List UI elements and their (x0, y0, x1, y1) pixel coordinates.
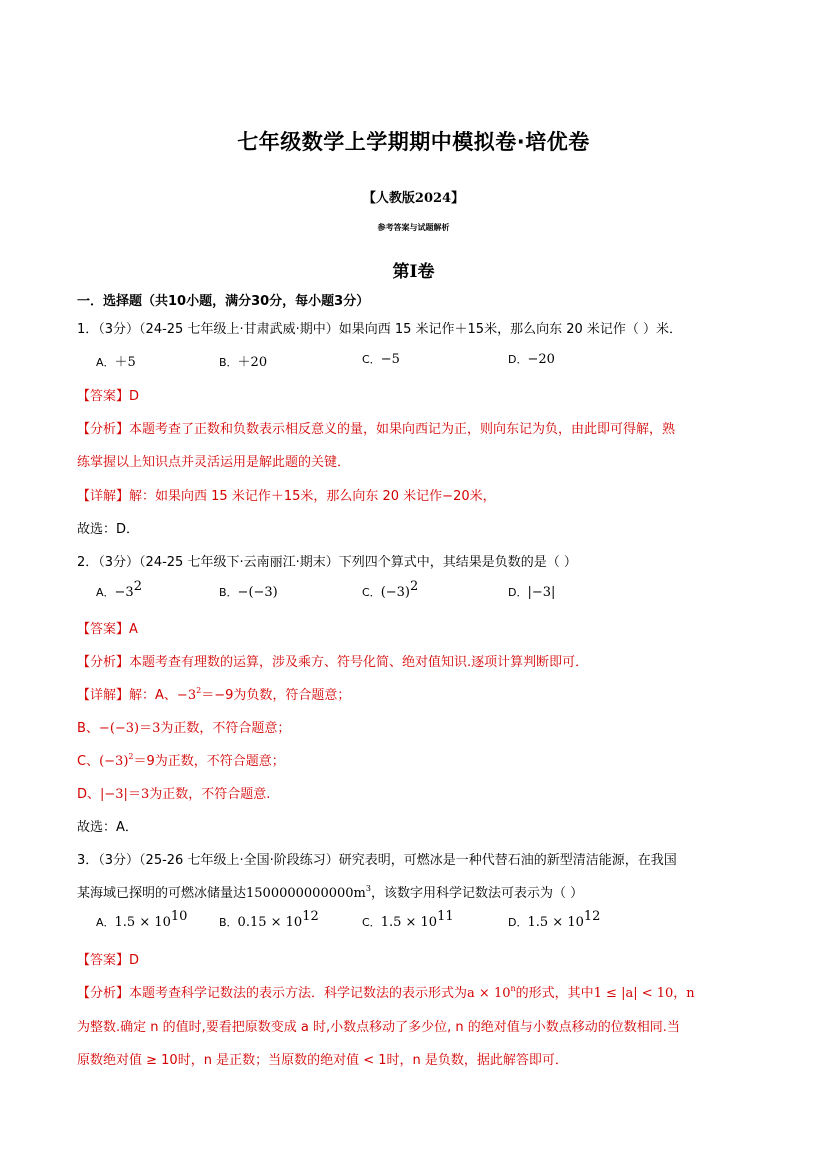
option-a: A．$-3^2$ (96, 579, 142, 600)
question-3-stem: 3．（3分）（25-26 七年级上·全国·阶段练习）研究表明，可燃冰是一种代替石油的新型清洁能源，在我国 (77, 853, 677, 868)
question-3-analysis: 【分析】本题考查科学记数法的表示方法．科学记数法的表示形式为$a \times 10^n$的形式，其中1 ≤ |a| < 10，n (77, 984, 695, 1001)
question-2-analysis: 【分析】本题考查有理数的运算，涉及乘方、符号化简、绝对值知识.逐项计算判断即可． (77, 655, 589, 670)
question-1-stem: 1．（3分）（24-25 七年级上·甘肃武威·期中）如果向西 15 米记作＋15米，那么向东 20 米记作（ ）米． (77, 322, 683, 337)
option-b: B．＋20 (219, 355, 268, 370)
question-2-stem: 2．（3分）（24-25 七年级下·云南丽江·期末）下列四个算式中，其结果是负数的是（ ） (77, 555, 577, 570)
page-title: 七年级数学上学期期中模拟卷·培优卷 (237, 130, 590, 154)
question-1-detail: 【详解】解：如果向西 15 米记作＋15米，那么向东 20 米记作−20米， (77, 489, 496, 504)
question-2-choice: 故选：A． (77, 820, 138, 835)
question-1-analysis-cont: 练掌握以上知识点并灵活运用是解此题的关键． (77, 455, 351, 470)
question-2-detail-c: C、$(-3)^2=9$为正数，不符合题意； (77, 752, 285, 769)
question-3-analysis-cont: 为整数.确定 n 的值时,要看把原数变成 a 时,小数点移动了多少位, n 的绝对值与小数点移动的位数相同.当 (77, 1020, 680, 1035)
question-1-options (0, 351, 827, 373)
edition-label: 【人教版2024】 (362, 191, 465, 206)
question-2-options (0, 579, 827, 606)
option-c: C．$(-3)^2$ (362, 579, 419, 600)
question-1-analysis: 【分析】本题考查了正数和负数表示相反意义的量，如果向西记为正，则向东记为负，由此即可得解，熟 (77, 422, 676, 437)
option-c: C．−5 (362, 352, 400, 367)
question-2-detail-d: D、|−3|＝3为正数，不符合题意. (77, 787, 271, 802)
question-3-stem-cont: 某海域已探明的可燃冰储量达$1500000000000m^3$，该数字用科学记数法可表示为（ ） (77, 884, 584, 901)
option-b: B．$0.15 \times 10^{12}$ (219, 909, 319, 930)
question-2-detail: 【详解】解：A、$-3^2=-9$为负数，符合题意； (77, 686, 351, 703)
question-3-analysis-cont-2: 原数绝对值 ≥ 10时，n 是正数；当原数的绝对值 < 1时，n 是负数，据此解答即可． (77, 1053, 568, 1068)
option-b: B．−(−3) (219, 585, 278, 600)
question-1-choice: 故选：D． (77, 522, 140, 537)
question-3-options (0, 909, 827, 936)
option-c: C．$1.5 \times 10^{11}$ (362, 909, 454, 930)
subtitle: 参考答案与试题解析 (377, 223, 450, 232)
option-d: D．−20 (508, 352, 555, 367)
option-a: A．$1.5 \times 10^{10}$ (96, 909, 188, 930)
volume-heading: 第I卷 (392, 262, 435, 282)
question-2-detail-b: B、−(−3)＝3为正数，不符合题意； (77, 721, 291, 736)
option-a: A．＋5 (96, 355, 136, 370)
option-d: D．|−3| (508, 585, 556, 600)
question-3-answer: 【答案】D (77, 953, 140, 968)
question-1-answer: 【答案】D (77, 389, 140, 404)
question-2-answer: 【答案】A (77, 622, 138, 637)
option-d: D．$1.5 \times 10^{12}$ (508, 909, 601, 930)
section-heading: 一．选择题（共10小题，满分30分，每小题3分） (77, 294, 370, 309)
